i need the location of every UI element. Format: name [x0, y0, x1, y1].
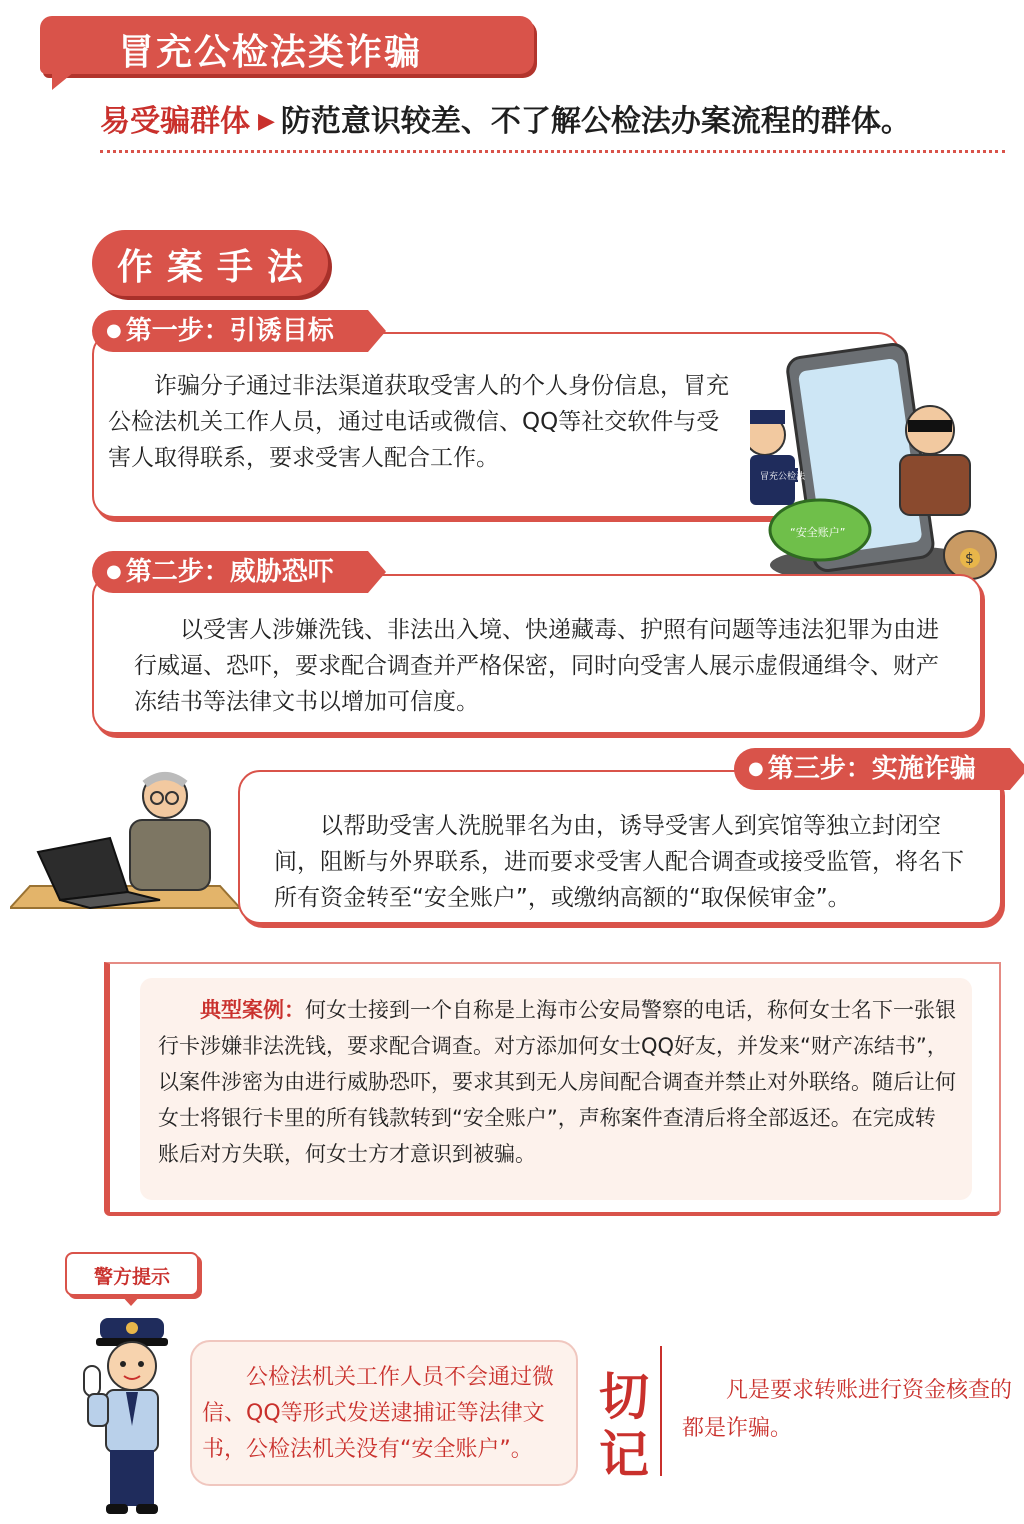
- bullet-icon: ●: [106, 561, 122, 582]
- police-tip-label: 警方提示: [93, 1266, 170, 1288]
- bullet-icon: ●: [106, 320, 122, 341]
- step-text-1: 诈骗分子通过非法渠道获取受害人的个人身份信息，冒充公检法机关工作人员，通过电话或微信、QQ等社交软件与受害人取得联系，要求受害人配合工作。: [108, 373, 729, 471]
- step-text-2: 以受害人涉嫌洗钱、非法出入境、快递藏毒、护照有问题等违法犯罪为由进行威逼、恐吓，要求配合调查并严格保密，同时向受害人展示虚假通缉令、财产冻结书等法律文书以增加可信度。: [134, 617, 939, 715]
- step-text-3: 以帮助受害人洗脱罪名为由，诱导受害人到宾馆等独立封闭空间，阻断与外界联系，进而要求受害人配合调查或接受监管，将名下所有资金转至“安全账户”，或缴纳高额的“取保候审金”。: [274, 813, 964, 911]
- face: [108, 1342, 156, 1390]
- section-title: 作案手法: [116, 247, 317, 288]
- cap-badge: [126, 1322, 138, 1334]
- elderly-man-laptop-illustration: [10, 768, 240, 918]
- section-heading: [92, 230, 328, 296]
- raised-hand: [84, 1366, 100, 1396]
- police-officer-illustration: [72, 1314, 192, 1519]
- step-label-1: 第一步：引诱目标: [125, 316, 334, 346]
- target-text: 防范意识较差、不了解公检法办案流程的群体。: [280, 104, 911, 139]
- step-tag-2: [92, 551, 368, 593]
- bullet-icon: ●: [748, 758, 764, 779]
- police-tip-tag: [65, 1252, 199, 1296]
- tip-divider: [660, 1346, 662, 1476]
- step-tag-3: [734, 748, 1010, 790]
- step-label-3: 第三步：实施诈骗: [767, 754, 976, 784]
- triangle-right-icon: ▶: [258, 109, 275, 134]
- phone-scam-illustration: [750, 330, 1010, 590]
- money-symbol: $: [965, 551, 974, 567]
- step-label-2: 第二步：威胁恐吓: [125, 557, 334, 587]
- thief-body: [900, 455, 970, 515]
- step-tag-1: [92, 310, 368, 352]
- target-group-line: [100, 96, 911, 140]
- officer-badge-text: 冒充公检法: [760, 472, 806, 482]
- step-card-2: [92, 574, 982, 734]
- step-card-3: [238, 770, 1002, 924]
- remember-calligraphy: 切记: [599, 1367, 649, 1484]
- police-tip-right: 凡是要求转账进行资金核查的都是诈骗。: [682, 1378, 1013, 1441]
- officer-cap: [750, 410, 785, 424]
- police-tip-left: 公检法机关工作人员不会通过微信、QQ等形式发送逮捕证等法律文书，公检法机关没有“安全账户”。: [190, 1340, 578, 1486]
- man-body: [130, 820, 210, 890]
- thief-mask: [908, 420, 952, 432]
- page-title: 冒充公检法类诈骗: [118, 32, 423, 73]
- typical-case-label: 典型案例：: [200, 998, 305, 1022]
- bag-label: “安全账户”: [790, 526, 846, 539]
- title-banner: [40, 16, 534, 74]
- target-label: 易受骗群体: [100, 104, 250, 139]
- typical-case-box: [104, 962, 1001, 1216]
- typical-case-content: [140, 978, 972, 1200]
- dotted-divider: [100, 150, 1005, 153]
- uniform-pants: [110, 1450, 154, 1506]
- typical-case-text: 何女士接到一个自称是上海市公安局警察的电话，称何女士名下一张银行卡涉嫌非法洗钱，要求配合调查。对方添加何女士QQ好友，并发来“财产冻结书”，以案件涉密为由进行威胁恐吓，要求其到无人房间配合调查并禁止对外联络。随后让何女士将银行卡里的所有钱款转到“安全账户”，声称案件查清后将全部返还。在完成转账后对方失联，何女士方才意识到被骗。: [158, 998, 956, 1166]
